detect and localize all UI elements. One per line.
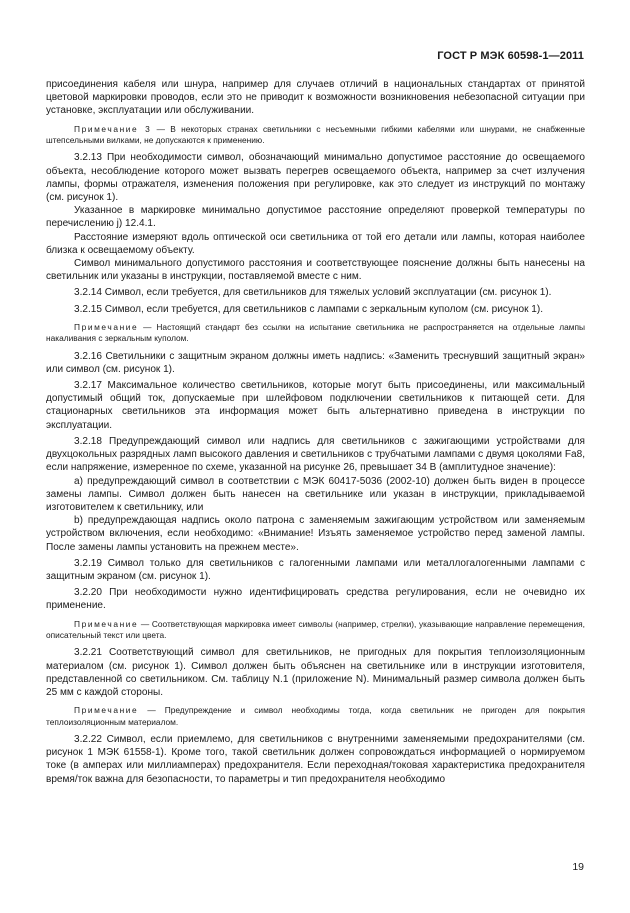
note-text: — Соответствующая маркировка имеет символы (например, стрелки), указывающие направление перемещения, описательный текст или цвета.: [46, 618, 585, 640]
body-paragraph: Расстояние измеряют вдоль оптической оси светильника от той его детали или лампы, которая наиболее близка к освещаемому объекту.: [46, 231, 585, 256]
page-number: 19: [572, 861, 584, 873]
body-paragraph: Указанное в маркировке минимально допустимое расстояние определяют проверкой температуры по перечислению j) 12.4.1.: [46, 205, 585, 230]
body-paragraph: присоединения кабеля или шнура, например для случаев отличий в национальных стандартах от принятой цветовой маркировки проводов, если это не приводит к возможности возникновения небезопасной ситуации при установке, эксплуатации или обслуживании.: [46, 79, 585, 117]
note-text: — Предупреждение и символ необходимы тогда, когда светильник не пригоден для покрытия теплоизоляционным материалом.: [46, 705, 585, 727]
body-paragraph: 3.2.13 При необходимости символ, обозначающий минимально допустимое расстояние до освещаемого объекта, несоблюдение которого может вызвать перегрев освещаемого объекта, например за счет излучения лампы, формы отражателя, изменения положения при регулировке, как это следует из инструкций по монтажу (см. рисунок 1).: [46, 152, 585, 204]
body-paragraph: 3.2.19 Символ только для светильников с галогенными лампами или металлогалогенными лампами с защитным экраном (см. рисунок 1).: [46, 557, 585, 582]
body-paragraph: 3.2.17 Максимальное количество светильников, которые могут быть присоединены, или максимальный допустимый общий ток, допускаемые при шлейфовом подключении светильников к питающей сети. Для стационарных светильников эта информация может быть альтернативно приведена в инструкции по эксплуатации.: [46, 380, 585, 431]
note-lead: Примечание: [74, 321, 139, 332]
body-paragraph: 3.2.18 Предупреждающий символ или надпись для светильников с зажигающими устройствами для двухцокольных разрядных ламп высокого давления и светильников с трубчатыми лампами с двумя цоколями Fa8, если напряжение, измеренное по схеме, указанной на рисунке 26, превышает 34 В (амплитудное значение):: [46, 435, 585, 474]
body-paragraph: Символ минимального допустимого расстояния и соответствующее пояснение должны быть нанесены на светильник или указаны в инструкции, поставляемой вместе с ним.: [46, 258, 585, 283]
body-paragraph: 3.2.21 Соответствующий символ для светильников, не пригодных для покрытия теплоизоляционным материалом (см. рисунок 1). Символ должен быть объяснен на светильнике или в инструкции изготовителя, представленной со светильником. См. таблицу N.1 (приложение N). Минимальный размер символа должен быть 25 мм с каждой стороны.: [46, 647, 585, 698]
standard-header: ГОСТ Р МЭК 60598-1—2011: [437, 50, 584, 62]
body-paragraph: 3.2.14 Символ, если требуется, для светильников для тяжелых условий эксплуатации (см. рисунок 1).: [74, 287, 552, 299]
note-lead: Примечание: [74, 618, 139, 629]
note-text: — Настоящий стандарт без ссылки на испытание светильника не распространяется на отдельные лампы накаливания с зеркальным куполом.: [46, 321, 585, 344]
note-text: — В некоторых странах светильники с несъемными гибкими кабелями или шнурами, не снабженные штепсельными вилками, не допускаются к применению.: [46, 123, 585, 146]
body-paragraph: 3.2.16 Светильники с защитным экраном должны иметь надпись: «Заменить треснувший защитный экран» или символ (см. рисунок 1).: [46, 350, 585, 375]
note-paragraph: [46, 705, 585, 728]
body-paragraph: 3.2.15 Символ, если требуется, для светильников с лампами с зеркальным куполом (см. рисунок 1).: [74, 303, 543, 315]
body-paragraph: 3.2.20 При необходимости нужно идентифицировать средства регулирования, если не очевидно их применение.: [46, 587, 585, 612]
document-body: [46, 78, 585, 786]
note-paragraph: [46, 124, 585, 147]
body-paragraph: a) предупреждающий символ в соответствии с МЭК 60417-5036 (2002-10) должен быть виден в процессе замены лампы. Символ должен быть нанесен на светильнике или указан в инструкции, прикладываемой изготовителем к светильнику, или: [46, 475, 585, 513]
note-lead: Примечание 3: [74, 123, 152, 134]
note-paragraph: [46, 619, 585, 642]
body-paragraph: 3.2.22 Символ, если приемлемо, для светильников с внутренними заменяемыми предохранителями (см. рисунок 1 МЭК 61558-1). Кроме того, такой светильник должен сопровождаться информацией о нормируемом токе (в амперах или миллиамперах) предохранителя. Если переходная/токовая характеристика предохранителя время/ток важна для безопасности, то параметры и тип предохранителя необходимо: [46, 733, 585, 785]
note-lead: Примечание: [74, 705, 139, 716]
body-paragraph: b) предупреждающая надпись около патрона с заменяемым зажигающим устройством или заменяемым устройством включения, если необходимо: «Внимание! Изъять заменяемое устройство перед заменой лампы. После замены лампы установить на прежнем месте».: [46, 515, 585, 553]
note-paragraph: [46, 322, 585, 345]
